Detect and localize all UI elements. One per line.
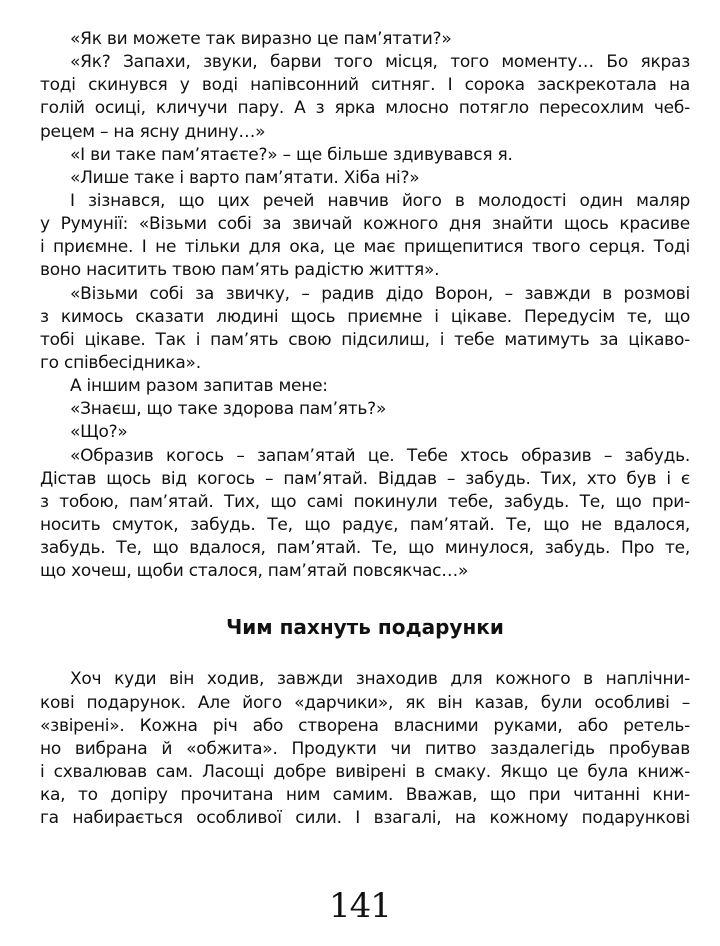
text-line: воно наситить твою пам’ять радістю життя». (40, 260, 440, 281)
text-line: голій осиці, кличучи пару. А з ярка млосно потягло пересохлим чеб- (40, 98, 690, 119)
text-line: га набирається особливої сили. І взагалі, на кожному подарункові (40, 808, 690, 829)
text-line: з кимось сказати людині щось приємне і цікаве. Передусім те, що (40, 306, 690, 327)
text-line: «Візьми собі за звичку, – радив дідо Ворон, – завжди в розмові (70, 283, 690, 304)
page-content (40, 28, 690, 830)
body-text (40, 28, 690, 583)
page-number: 141 (329, 886, 391, 926)
text-line: забудь. Те, що вдалося, пам’ятай. Те, що минулося, забудь. Про те, (40, 538, 690, 559)
text-line: «Як ви можете так виразно це пам’ятати?» (70, 29, 452, 49)
text-line: ка, то допіру прочитана ним самим. Вважав, що при читанні кни- (40, 785, 690, 806)
section-heading: Чим пахнуть подарунки (226, 615, 504, 640)
text-line: І зізнався, що цих речей навчив його в молодості один маляр (70, 190, 690, 211)
text-line: і приємне. І не тільки для ока, це має прищепитися твого серця. Тоді (40, 237, 690, 258)
text-line: кові подарунок. Але його «дарчики», як він казав, були особливі – (40, 692, 690, 713)
text-line: у Румунії: «Візьми собі за звичай кожного дня знайти щось красиве (40, 214, 690, 235)
text-line: рецем – на ясну днину…» (40, 121, 266, 142)
text-line: «звірені». Кожна річ або створена власними руками, або ретель- (40, 715, 690, 736)
text-line: і схвалював сам. Ласощі добре вивірені в смаку. Якщо це була книж- (40, 761, 690, 782)
text-line: «Як? Запахи, звуки, барви того місця, того моменту… Бо якраз (70, 52, 690, 73)
text-line: тоді скинувся у воді напівсонний ситняг. І сорока заскрекотала на (40, 75, 690, 96)
text-line: «Лише таке і варто пам’ятати. Хіба ні?» (70, 167, 420, 188)
text-line: «І ви таке пам’ятаєте?» – ще більше здивувався я. (70, 144, 513, 165)
text-line: «Знаєш, що таке здорова пам’ять?» (70, 399, 387, 420)
text-line: Дістав щось від когось – пам’ятай. Віддав – забудь. Тих, хто був і є (40, 468, 690, 489)
text-line: А іншим разом запитав мене: (70, 376, 328, 397)
text-line: Хоч куди він ходив, завжди знаходив для кожного в наплічни- (70, 669, 690, 690)
text-line: го співбесідника». (40, 352, 201, 373)
text-line: тобі цікаве. Так і пам’ять свою підсилиш, і тебе матимуть за цікаво- (40, 329, 690, 350)
text-line: но вибрана й «обжита». Продукти чи питво заздалегідь пробував (40, 738, 690, 759)
text-line: «Що?» (70, 422, 128, 443)
section-text (40, 668, 690, 830)
text-line: з тобою, пам’ятай. Тих, що самі покинули тебе, забудь. Те, що при- (40, 491, 690, 512)
text-line: що хочеш, щоби сталося, пам’ятай повсякчас…» (40, 561, 469, 582)
text-line: «Образив когось – запам’ятай це. Тебе хтось образив – забудь. (70, 445, 690, 466)
text-line: носить смуток, забудь. Те, що радує, пам’ятай. Те, що не вдалося, (40, 514, 690, 535)
